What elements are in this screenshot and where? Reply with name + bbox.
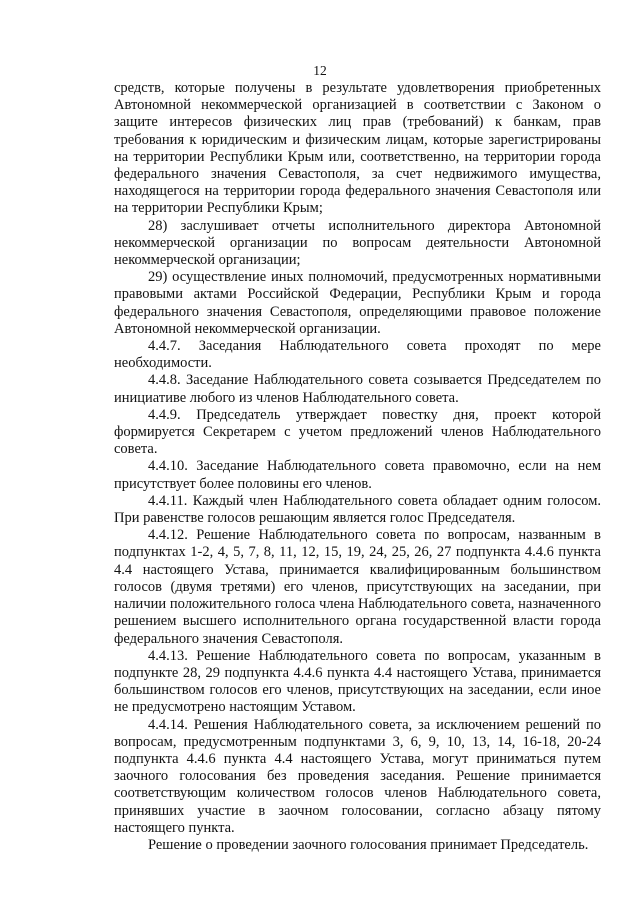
paragraph-4-4-13: 4.4.13. Решение Наблюдательного совета по вопросам, указанным в подпункте 28, 29 подпункта 4.4.6 пункта 4.4 настоящего Устава, принимается большинством голосов его членов, присутствующих на заседании, если иное не предусмотрено настоящим Уставом.: [114, 647, 601, 716]
paragraph-item-28: 28) заслушивает отчеты исполнительного директора Автономной некоммерческой организации по вопросам деятельности Автономной некоммерческой организации;: [114, 217, 601, 269]
paragraph-4-4-14: 4.4.14. Решения Наблюдательного совета, за исключением решений по вопросам, предусмотренным подпунктами 3, 6, 9, 10, 13, 14, 16-18, 20-24 подпункта 4.4.6 пункта 4.4 настоящего Устава, могут приниматься путем заочного голосования без проведения заседания. Решение принимается соответствующим количеством голосов членов Наблюдательного совета, принявших участие в заочном голосовании, согласно абзацу пятому настоящего пункта.: [114, 716, 601, 836]
paragraph-continuation: средств, которые получены в результате удовлетворения приобретенных Автономной некоммерческой организацией в соответствии с Законом о защите интересов физических лиц прав (требований) к банкам, прав требования к юридическим и физическим лицам, которые зарегистрированы на территории Республики Крым или, соответственно, на территории города федерального значения Севастополя, за счет недвижимого имущества, находящегося на территории города федерального значения Севастополя или на территории Республики Крым;: [114, 80, 601, 217]
paragraph-4-4-8: 4.4.8. Заседание Наблюдательного совета созывается Председателем по инициативе любого из членов Наблюдательного совета.: [114, 372, 601, 406]
document-body: [114, 80, 601, 854]
paragraph-item-29: 29) осуществление иных полномочий, предусмотренных нормативными правовыми актами Российской Федерации, Республики Крым и города федерального значения Севастополя, определяющими правовое положение Автономной некоммерческой организации.: [114, 269, 601, 337]
paragraph-4-4-9: 4.4.9. Председатель утверждает повестку дня, проект которой формируется Секретарем с учетом предложений членов Наблюдательного совета.: [114, 406, 601, 458]
paragraph-4-4-12: 4.4.12. Решение Наблюдательного совета по вопросам, названным в подпунктах 1-2, 4, 5, 7, 8, 11, 12, 15, 19, 24, 25, 26, 27 подпункта 4.4.6 пункта 4.4 настоящего Устава, принимается квалифицированным большинством голосов (двумя третями) его членов, присутствующих на заседании, при наличии положительного голоса члена Наблюдательного совета, назначенного решением высшего исполнительного органа государственной власти города федерального значения Севастополя.: [114, 527, 601, 647]
paragraph-4-4-7: 4.4.7. Заседания Наблюдательного совета проходят по мере необходимости.: [114, 338, 601, 372]
page-number: 12: [313, 63, 327, 78]
paragraph-absentee-vote-decision: Решение о проведении заочного голосования принимает Председатель.: [148, 836, 589, 853]
paragraph-4-4-11: 4.4.11. Каждый член Наблюдательного совета обладает одним голосом. При равенстве голосов решающим является голос Председателя.: [114, 492, 601, 527]
paragraph-4-4-10: 4.4.10. Заседание Наблюдательного совета правомочно, если на нем присутствует более половины его членов.: [114, 458, 601, 492]
